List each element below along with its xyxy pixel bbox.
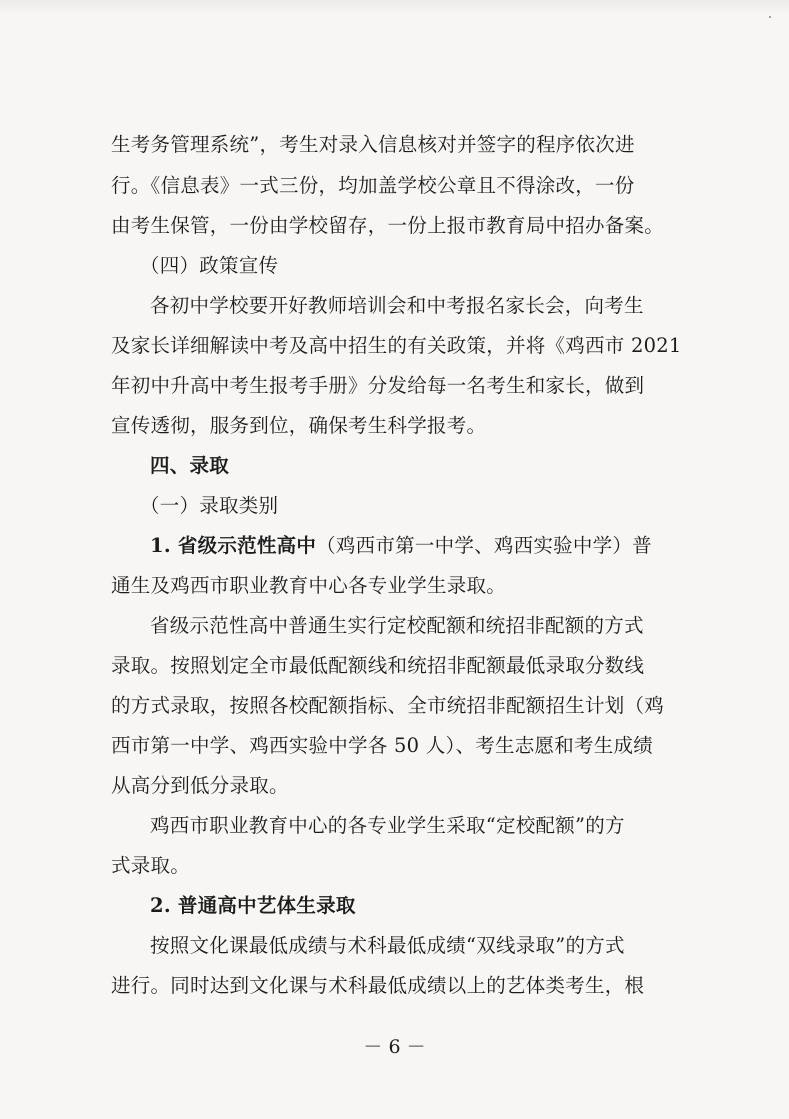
page-number: － 6 － <box>363 1036 426 1058</box>
paragraph-line: 生考务管理系统”，考生对录入信息核对并签字的程序依次进 <box>111 133 635 156</box>
paragraph-line: 及家长详细解读中考及高中招生的有关政策，并将《鸡西市 2021 <box>111 334 682 357</box>
paragraph-line: 各初中学校要开好教师培训会和中考报名家长会，向考生 <box>150 294 644 317</box>
paragraph-line: 从高分到低分录取。 <box>111 774 289 797</box>
paragraph-line: 通生及鸡西市职业教育中心各专业学生录取。 <box>111 574 507 597</box>
section-heading: （四）政策宣传 <box>140 254 279 277</box>
paragraph-line: 由考生保管，一份由学校留存，一份上报市教育局中招办备案。 <box>111 214 665 237</box>
scan-edge <box>0 0 789 14</box>
paragraph-line: 进行。同时达到文化课与术科最低成绩以上的艺体类考生，根 <box>111 974 645 997</box>
paragraph-line: 西市第一中学、鸡西实验中学各 50 人）、考生志愿和考生成绩 <box>111 734 653 757</box>
chapter-heading: 四、录取 <box>150 454 230 477</box>
paragraph-line: 录取。按照划定全市最低配额线和统招非配额最低录取分数线 <box>111 654 645 677</box>
paragraph-line: 行。《信息表》一式三份，均加盖学校公章且不得涂改，一份 <box>111 174 635 197</box>
scan-speck <box>769 16 771 18</box>
numbered-item-text: （鸡西市第一中学、鸡西实验中学）普 <box>316 534 652 557</box>
paragraph-line: 式录取。 <box>111 854 191 877</box>
numbered-item-line <box>150 532 652 560</box>
paragraph-line: 按照文化课最低成绩与术科最低成绩“双线录取”的方式 <box>150 934 625 957</box>
paragraph-line: 省级示范性高中普通生实行定校配额和统招非配额的方式 <box>150 614 644 637</box>
numbered-item-title: 1. 省级示范性高中 <box>150 534 317 557</box>
paragraph-line: 的方式录取，按照各校配额指标、全市统招非配额招生计划（鸡 <box>111 694 665 717</box>
paragraph-line: 年初中升高中考生报考手册》分发给每一名考生和家长，做到 <box>111 374 645 397</box>
paragraph-line: 宣传透彻，服务到位，确保考生科学报考。 <box>111 414 487 437</box>
numbered-item-title: 2. 普通高中艺体生录取 <box>150 894 356 917</box>
paragraph-line: 鸡西市职业教育中心的各专业学生采取“定校配额”的方 <box>150 814 625 837</box>
section-heading: （一）录取类别 <box>140 494 279 517</box>
